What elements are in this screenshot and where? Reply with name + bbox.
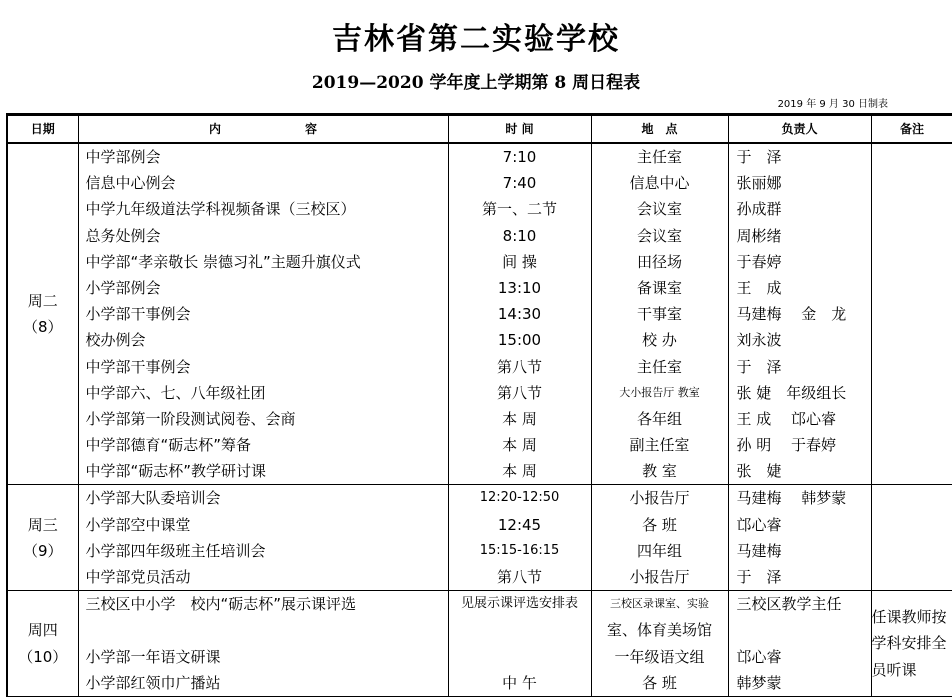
event-person: 王 成 [736,278,782,297]
col-header-date: 日期 [7,115,78,144]
event-time: 12:20-12:50 [479,490,560,506]
event-place: 各年组 [636,409,682,428]
event-content: 小学部第一阶段测试阅卷、会商 [85,409,296,428]
event-place: 会议室 [636,200,682,219]
event-place: 室、体育美场馆 [606,621,712,640]
event-person: 于春婷 [736,252,782,271]
event-person: 孙成群 [736,200,782,219]
day-cell [7,143,78,485]
event-place: 田径场 [636,252,682,271]
event-person: 周彬绪 [736,226,782,245]
event-place: 信息中心 [629,174,690,193]
event-place: 会议室 [636,226,682,245]
day-cell [7,485,78,591]
event-content: 中学部党员活动 [85,568,191,586]
event-person: 于 泽 [736,148,782,166]
event-time: 12:45 [497,515,542,534]
event-content: 小学部大队委培训会 [85,489,221,508]
event-content: 中学部“砺志杯”教学研讨课 [85,462,267,481]
event-person: 三校区教学主任 [736,595,842,614]
made-date: 2019 年 9 月 30 日制表 [777,99,888,110]
event-place: 一年级语文组 [614,647,705,666]
event-person: 刘永波 [736,331,782,350]
content-column-cell [78,143,448,485]
event-place: 三校区录课室、实验 [610,597,709,611]
day-group [7,485,952,591]
event-time: 本 周 [502,409,537,428]
place-column-cell [591,143,728,485]
event-time: 13:10 [497,278,542,297]
col-header-content: 内 容 [78,115,448,144]
event-content: 校办例会 [85,331,146,350]
event-content: 三校区中小学 校内“砺志杯”展示课评选 [85,595,357,614]
event-person: 于 泽 [736,568,782,586]
event-time [449,617,591,643]
event-content: 中学部“孝亲敬长 崇德习礼”主题升旗仪式 [85,252,361,271]
event-time: 8:10 [502,226,537,245]
event-place: 大小报告厅 教室 [619,385,700,399]
event-content: 信息中心例会 [85,174,176,193]
event-content: 小学部一年语文研课 [85,647,221,666]
time-column-cell [448,143,591,485]
note-cell [871,143,952,485]
event-time: 本 周 [502,462,537,481]
day-name: 周四 [27,621,58,640]
day-date: （8） [22,318,63,337]
event-person: 马建梅 [736,541,782,560]
event-person: 张 婕 年级组长 [736,383,847,402]
day-date: （9） [22,541,63,560]
day-group [7,143,952,485]
event-person: 于 泽 [736,357,782,376]
event-time: 第八节 [496,568,542,586]
school-title: 吉林省第二实验学校 [332,22,620,57]
event-person [729,617,871,643]
day-name: 周二 [27,292,58,311]
event-place: 四年组 [636,541,682,560]
event-place: 主任室 [636,357,682,376]
person-column-cell [728,485,871,591]
event-place: 校 办 [642,331,677,350]
event-place: 教 室 [642,462,677,481]
event-time: 第一、二节 [481,200,557,219]
place-column-cell [591,485,728,591]
event-content: 中学部例会 [85,148,161,166]
content-column-cell [78,591,448,697]
event-place: 副主任室 [629,436,690,455]
day-name: 周三 [27,515,58,534]
event-time: 7:10 [502,148,537,166]
event-person: 孙 明 于春婷 [736,436,837,455]
header-row [7,115,952,144]
day-group [7,591,952,697]
event-person: 邙心睿 [736,515,782,534]
note-cell: 任课教师按学科安排全员听课 [871,591,952,697]
event-content [79,617,448,643]
event-person: 邙心睿 [736,647,782,666]
event-time: 本 周 [502,436,537,455]
event-time: 间 操 [502,252,537,271]
event-place: 备课室 [636,278,682,297]
col-header-note: 备注 [871,115,952,144]
event-content: 小学部例会 [85,278,161,297]
event-place: 主任室 [636,148,682,166]
event-place: 各 班 [642,515,677,534]
event-time: 见展示课评选安排表 [460,596,578,612]
day-date: （10） [18,647,68,666]
col-header-place: 地 点 [591,115,728,144]
event-content: 中学九年级道法学科视频备课（三校区） [85,200,356,219]
time-column-cell [448,591,591,697]
event-person: 张丽娜 [736,174,782,193]
event-person: 王 成 邙心睿 [736,409,837,428]
person-column-cell [728,143,871,485]
event-time: 中 午 [502,673,537,692]
event-content: 小学部红领巾广播站 [85,673,221,692]
event-content: 小学部四年级班主任培训会 [85,541,266,560]
event-person: 韩梦蒙 [736,673,782,692]
event-content: 中学部德育“砺志杯”筹备 [85,436,252,455]
event-place: 干事室 [636,305,682,324]
event-person: 张 婕 [736,462,782,481]
person-column-cell [728,591,871,697]
event-person: 马建梅 金 龙 [736,305,847,324]
event-place: 小报告厅 [629,489,690,508]
event-time: 第八节 [496,383,542,402]
event-content: 小学部空中课堂 [85,515,191,534]
day-cell [7,591,78,697]
event-content: 小学部干事例会 [85,305,191,324]
schedule-subtitle: 2019—2020 学年度上学期第 8 周日程表 [311,73,641,93]
event-time [449,644,591,670]
event-person: 马建梅 韩梦蒙 [736,489,847,508]
event-content: 中学部六、七、八年级社团 [85,383,266,402]
time-column-cell [448,485,591,591]
col-header-time: 时 间 [448,115,591,144]
col-header-person: 负责人 [728,115,871,144]
note-cell [871,485,952,591]
content-column-cell [78,485,448,591]
event-time: 14:30 [497,305,542,324]
event-place: 小报告厅 [629,568,690,586]
schedule-table [6,113,952,697]
event-content: 总务处例会 [85,226,161,245]
event-place: 各 班 [642,673,677,692]
event-time: 15:15-16:15 [479,542,560,558]
event-time: 15:00 [497,331,542,350]
event-time: 第八节 [496,357,542,376]
place-column-cell [591,591,728,697]
event-time: 7:40 [502,174,537,193]
event-content: 中学部干事例会 [85,357,191,376]
